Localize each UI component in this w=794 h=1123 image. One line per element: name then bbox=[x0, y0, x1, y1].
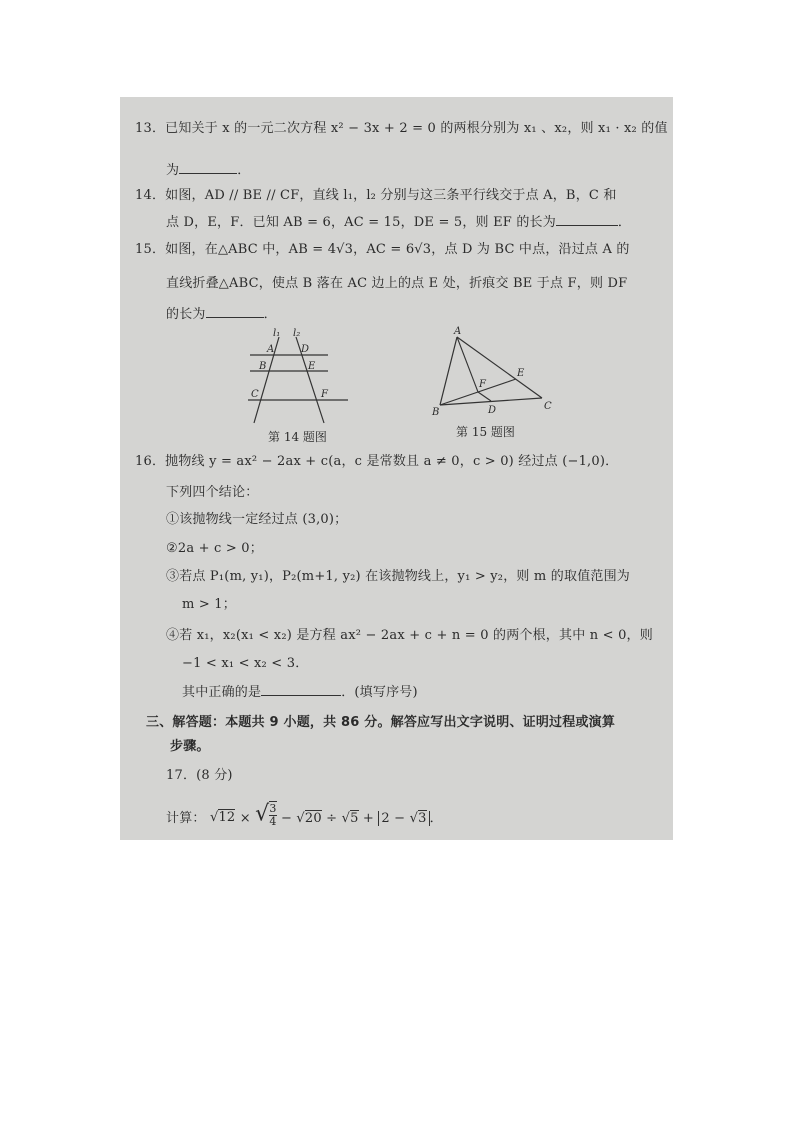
label-A: A bbox=[267, 344, 275, 355]
q16-answer-line bbox=[182, 683, 418, 702]
label-B: B bbox=[259, 361, 267, 372]
label-F: F bbox=[321, 389, 328, 400]
segment-BC bbox=[440, 398, 542, 405]
q16-conclusion-4b: −1 < x₁ < x₂ < 3． bbox=[182, 656, 309, 671]
times-sign: × bbox=[239, 811, 251, 826]
label-C: C bbox=[544, 401, 552, 412]
figure-15-caption: 第 15 题图 bbox=[456, 425, 515, 439]
label-l2: l₂ bbox=[293, 328, 301, 339]
segment-DF bbox=[478, 392, 491, 401]
label-A: A bbox=[454, 326, 462, 337]
plus-sign: + bbox=[362, 811, 374, 826]
q15-line2: 直线折叠△ABC，使点 B 落在 AC 边上的点 E 处，折痕交 BE 于点 F，则 DF bbox=[166, 276, 628, 291]
q13-suffix: ． bbox=[237, 163, 251, 178]
figure-15-triangle bbox=[425, 323, 555, 418]
label-B: B bbox=[432, 407, 440, 418]
label-E: E bbox=[308, 361, 316, 372]
sqrt-5: √5 bbox=[341, 811, 359, 826]
sqrt-20: √20 bbox=[296, 811, 322, 826]
minus-sign: − bbox=[280, 811, 293, 826]
fraction-denominator: 4 bbox=[269, 815, 277, 828]
q13-prefix: 为 bbox=[166, 163, 180, 178]
absolute-value: 2 − √3 bbox=[378, 811, 429, 826]
q16-conclusion-2: ②2a + c > 0； bbox=[166, 541, 263, 556]
end-period: ． bbox=[429, 811, 443, 826]
fraction-numerator: 3 bbox=[269, 802, 277, 815]
sqrt-12: √12 bbox=[209, 810, 236, 825]
label-E: E bbox=[517, 368, 525, 379]
q16-answer-blank bbox=[261, 683, 341, 696]
divide-sign: ÷ bbox=[326, 811, 338, 826]
q13-answer-blank bbox=[179, 161, 237, 174]
section3-heading-line2: 步骤。 bbox=[170, 739, 210, 754]
scanned-exam-photo bbox=[120, 97, 673, 840]
q15-answer-blank bbox=[206, 305, 264, 318]
segment-AC bbox=[457, 337, 542, 398]
label-C: C bbox=[251, 389, 259, 400]
label-D: D bbox=[301, 344, 310, 355]
q17-header: 17．(8 分) bbox=[166, 768, 233, 783]
q15-line3 bbox=[166, 305, 277, 324]
q14-line2 bbox=[166, 213, 631, 232]
q15-suffix: ． bbox=[263, 307, 277, 322]
label-l1: l₁ bbox=[273, 328, 281, 339]
q15-prefix: 的长为 bbox=[166, 307, 206, 322]
q15-line1: 15．如图，在△ABC 中，AB = 4√3，AC = 6√3，点 D 为 BC 中点，沿过点 A 的 bbox=[135, 242, 630, 257]
q16-line2: 下列四个结论： bbox=[166, 485, 259, 500]
label-F: F bbox=[479, 379, 486, 390]
q16-answer-suffix: ．(填写序号) bbox=[341, 685, 418, 700]
q13-line2 bbox=[166, 161, 250, 180]
q16-answer-prefix: 其中正确的是 bbox=[182, 685, 262, 700]
segment-AB bbox=[440, 337, 457, 405]
q14-answer-blank bbox=[556, 213, 618, 226]
q16-conclusion-4a: ④若 x₁，x₂(x₁ < x₂) 是方程 ax² − 2ax + c + n = 0 的两个根，其中 n < 0，则 bbox=[166, 628, 653, 643]
q16-conclusion-1: ①该抛物线一定经过点 (3,0)； bbox=[166, 512, 348, 527]
q16-conclusion-3a: ③若点 P₁(m, y₁)，P₂(m+1, y₂) 在该抛物线上，y₁ > y₂，则 m 的取值范围为 bbox=[166, 569, 630, 584]
q16-line1: 16．抛物线 y = ax² − 2ax + c(a，c 是常数且 a ≠ 0，c > 0) 经过点 (−1,0)． bbox=[135, 454, 619, 469]
q17-label: 计算： bbox=[166, 811, 206, 826]
q13-line1: 13．已知关于 x 的一元二次方程 x² − 3x + 2 = 0 的两根分别为 x₁ 、x₂，则 x₁ · x₂ 的值 bbox=[135, 121, 668, 136]
q17-expression bbox=[166, 801, 443, 840]
figure-14-parallel-lines bbox=[240, 325, 360, 428]
q14-line1: 14．如图，AD // BE // CF，直线 l₁，l₂ 分别与这三条平行线交于点 A，B，C 和 bbox=[135, 188, 617, 203]
q14-suffix: ． bbox=[617, 215, 632, 230]
section3-heading-line1: 三、解答题：本题共 9 小题，共 86 分。解答应写出文字说明、证明过程或演算 bbox=[146, 715, 616, 730]
sqrt-three-quarters: √ $\frac{3}{4}$ bbox=[255, 801, 277, 828]
q16-conclusion-3b: m > 1； bbox=[182, 597, 236, 612]
q14-prefix: 点 D，E，F．已知 AB = 6，AC = 15，DE = 5，则 EF 的长为 bbox=[166, 215, 556, 230]
figure-14-caption: 第 14 题图 bbox=[268, 430, 327, 444]
label-D: D bbox=[488, 405, 497, 416]
